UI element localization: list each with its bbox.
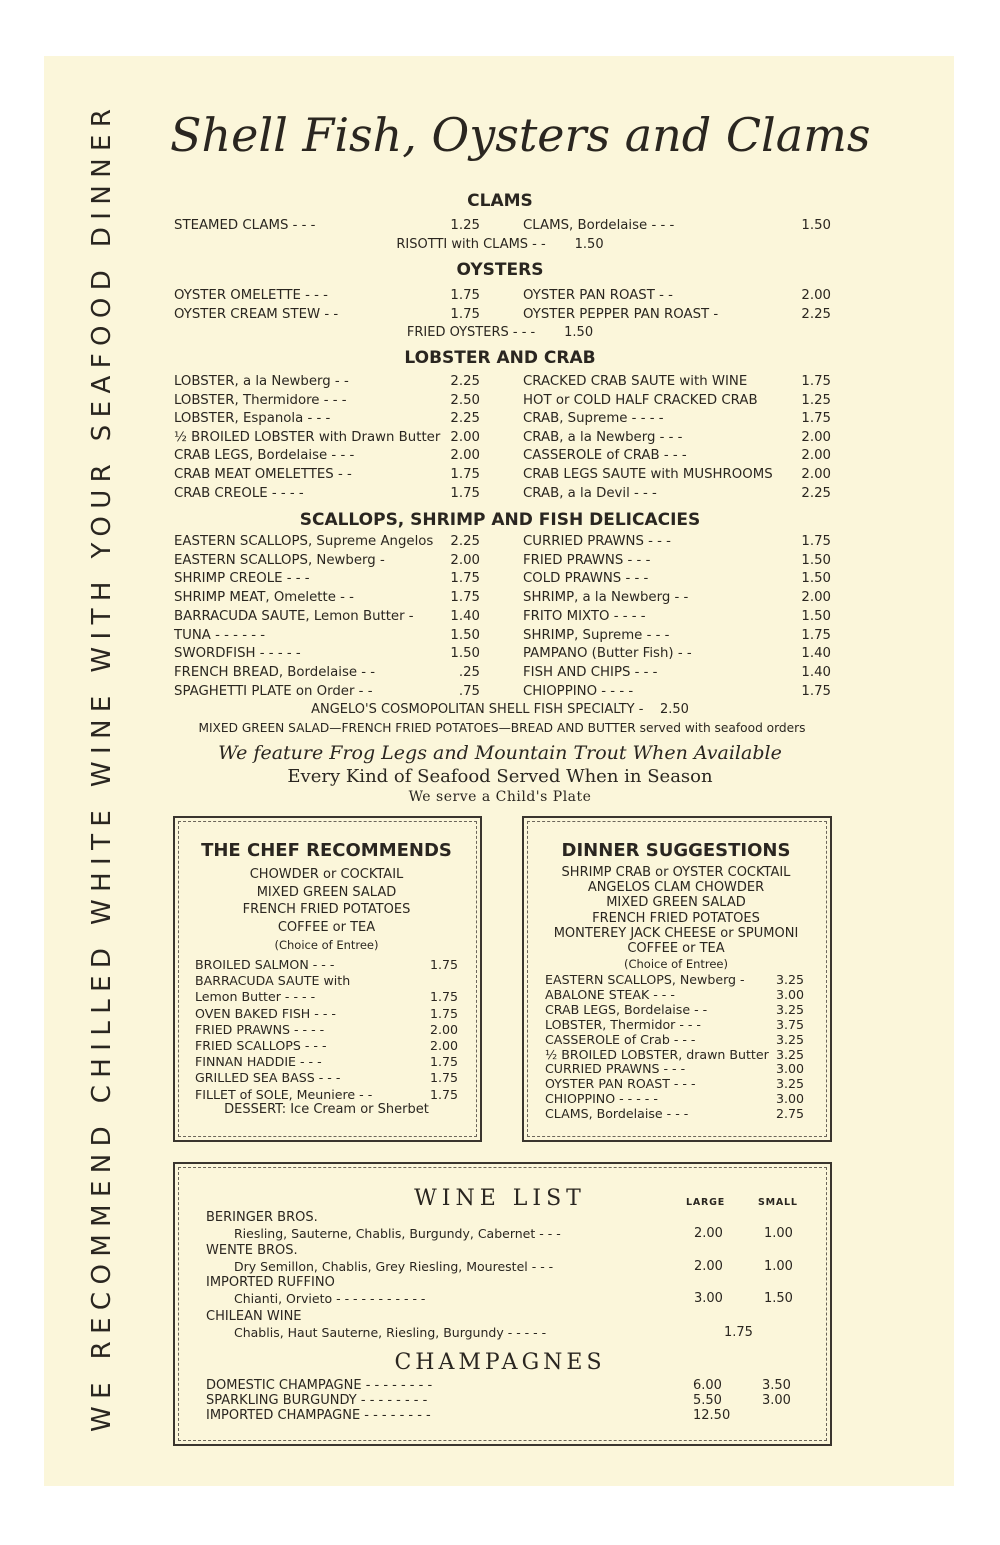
item-price: 1.75 (450, 485, 480, 501)
item-name: CRAB, a la Devil - - - (523, 485, 657, 501)
item-price: 3.25 (775, 1076, 804, 1092)
item-price: 2.50 (659, 702, 689, 717)
menu-row-right (523, 216, 833, 235)
item-name: FINNAN HADDIE - - - (195, 1054, 322, 1070)
item-price: 2.25 (801, 307, 831, 322)
menu-row-left (174, 644, 484, 663)
menu-row-right (523, 644, 833, 663)
menu-row-left (174, 532, 484, 551)
item-price: 3.00 (775, 1091, 804, 1107)
menu-row-right (523, 484, 833, 503)
dinner-heading: DINNER SUGGESTIONS (561, 840, 791, 861)
item-price: 2.50 (450, 392, 480, 408)
item-name: CRAB LEGS, Bordelaise - - - (174, 448, 355, 464)
menu-row-right (523, 391, 833, 410)
menu-row-left (174, 286, 484, 305)
item-name: FISH AND CHIPS - - - (523, 664, 658, 680)
box-intro-line: ANGELOS CLAM CHOWDER (587, 880, 765, 896)
item-price: 1.25 (450, 218, 480, 233)
item-price: 2.75 (775, 1106, 804, 1122)
item-name: GRILLED SEA BASS - - - (195, 1070, 341, 1086)
specialty-line (220, 700, 780, 719)
wine-price-small: 1.00 (764, 1226, 793, 1241)
menu-row-left (174, 428, 484, 447)
item-name: OYSTER PAN ROAST - - (523, 288, 673, 303)
item-name: CHIOPPINO - - - - (523, 683, 634, 699)
wine-list-heading: WINE LIST (414, 1186, 586, 1211)
item-name: CURRIED PRAWNS - - - (523, 534, 671, 549)
box-intro-line: CHOWDER or COCKTAIL (249, 867, 404, 882)
item-price: 3.00 (775, 986, 804, 1002)
champagne-name: IMPORTED CHAMPAGNE - - - - - - - - (206, 1408, 431, 1423)
menu-row-right (523, 551, 833, 570)
item-price: 3.00 (775, 1061, 804, 1077)
menu-row-right (523, 532, 833, 551)
item-price: 1.40 (801, 646, 831, 662)
item-name: PAMPANO (Butter Fish) - - (523, 646, 692, 662)
item-price: 1.75 (801, 411, 831, 427)
feature-line: We feature Frog Legs and Mountain Trout When Available (218, 742, 782, 764)
champagnes-heading: CHAMPAGNES (394, 1350, 606, 1375)
item-name: CRAB MEAT OMELETTES - - (174, 467, 352, 482)
item-price: 1.75 (450, 590, 480, 606)
section-heading-scallops: SCALLOPS, SHRIMP AND FISH DELICACIES (299, 510, 701, 530)
item-name: CRAB, Supreme - - - - (523, 411, 664, 427)
menu-row-right (523, 428, 833, 447)
box-intro-line: SHRIMP CRAB or OYSTER COCKTAIL (561, 865, 791, 880)
wine-brand: CHILEAN WINE (206, 1309, 302, 1324)
item-name: OYSTER PAN ROAST - - - (545, 1076, 696, 1092)
item-price: 2.00 (429, 1038, 458, 1053)
champagne-price-large: 5.50 (693, 1393, 722, 1408)
item-name: FILLET of SOLE, Meuniere - - (195, 1086, 373, 1102)
box-intro-line: FRENCH FRIED POTATOES (592, 910, 760, 926)
item-name: CRAB LEGS SAUTE with MUSHROOMS (523, 467, 773, 482)
champagne-price-large: 6.00 (693, 1378, 722, 1393)
item-name: Lemon Butter - - - - (195, 989, 316, 1005)
wine-price-small: 1.00 (764, 1259, 793, 1274)
item-price: 1.75 (801, 683, 831, 699)
item-name: FRENCH BREAD, Bordelaise - - (174, 664, 376, 680)
item-name: CURRIED PRAWNS - - - (545, 1061, 686, 1077)
item-price: 3.75 (775, 1016, 804, 1032)
box-intro-line: COFFEE or TEA (627, 941, 725, 956)
menu-row-right (523, 607, 833, 626)
wine-description: Chablis, Haut Sauterne, Riesling, Burgundy - - - - - (234, 1325, 547, 1340)
item-name: BARRACUDA SAUTE with (195, 973, 351, 989)
item-price: 1.75 (801, 374, 831, 389)
col-large-label: LARGE (686, 1197, 726, 1208)
item-name: FRIED PRAWNS - - - - (195, 1021, 325, 1037)
menu-row-right (523, 409, 833, 428)
item-price: 1.75 (429, 1086, 458, 1102)
item-name: CRAB LEGS, Bordelaise - - (545, 1001, 708, 1017)
item-name: CHIOPPINO - - - - - (545, 1091, 658, 1107)
item-name: ABALONE STEAK - - - (545, 986, 675, 1002)
item-price: 1.75 (450, 307, 480, 322)
item-price: 3.25 (775, 972, 804, 987)
item-price: 2.25 (450, 534, 480, 549)
wine-description: Dry Semillon, Chablis, Grey Riesling, Mourestel - - - (234, 1259, 554, 1274)
item-name: SWORDFISH - - - - - (174, 646, 301, 662)
feature-line: Every Kind of Seafood Served When in Season (287, 766, 713, 787)
wine-price-large: 3.00 (694, 1291, 723, 1306)
menu-row-right (523, 446, 833, 465)
wine-brand: IMPORTED RUFFINO (206, 1275, 335, 1290)
item-price: .25 (458, 664, 480, 680)
item-price: 1.75 (429, 1070, 458, 1086)
menu-row-left (174, 305, 484, 324)
item-name: HOT or COLD HALF CRACKED CRAB (523, 392, 758, 408)
item-name: SPAGHETTI PLATE on Order - - (174, 683, 373, 699)
item-price: 2.00 (801, 467, 831, 482)
item-price: 1.50 (801, 218, 831, 233)
item-name: CRACKED CRAB SAUTE with WINE (523, 374, 748, 389)
wine-price-small: 1.50 (764, 1291, 793, 1306)
wine-brand: BERINGER BROS. (206, 1210, 318, 1225)
menu-row-right (523, 626, 833, 645)
item-price: 2.00 (801, 448, 831, 464)
menu-row-right (523, 663, 833, 682)
item-name: RISOTTI with CLAMS - - (396, 237, 546, 252)
item-price: 2.00 (429, 1021, 458, 1037)
item-name: OYSTER PEPPER PAN ROAST - (523, 307, 719, 322)
item-name: LOBSTER, Espanola - - - (174, 411, 331, 427)
wine-price: 1.75 (724, 1325, 753, 1340)
menu-row-right (523, 372, 833, 391)
item-price: 2.00 (450, 448, 480, 464)
item-name: LOBSTER, a la Newberg - - (174, 374, 349, 389)
champagne-price-small: 3.00 (762, 1393, 791, 1408)
section-heading-oysters: OYSTERS (456, 260, 544, 280)
menu-row-left (174, 446, 484, 465)
box-intro-line: FRENCH FRIED POTATOES (242, 902, 411, 917)
item-price: 1.75 (801, 534, 831, 549)
item-price: 1.50 (801, 571, 831, 587)
menu-row-left (174, 626, 484, 645)
box-intro-line: MONTEREY JACK CHEESE or SPUMONI (553, 925, 799, 941)
item-name: FRIED PRAWNS - - - (523, 552, 651, 568)
item-name: BARRACUDA SAUTE, Lemon Butter - (174, 608, 414, 624)
item-price: 2.00 (450, 552, 480, 568)
item-price: 2.25 (450, 411, 480, 427)
center-item-fried-oysters (330, 323, 670, 342)
box-intro-line: (Choice of Entree) (623, 957, 728, 972)
menu-row-left (174, 391, 484, 410)
champagne-price-large: 12.50 (693, 1408, 731, 1423)
menu-row-right (523, 569, 833, 588)
item-price: 1.40 (450, 608, 480, 624)
item-name: CLAMS, Bordelaise - - - (545, 1106, 689, 1122)
menu-row-left (174, 663, 484, 682)
item-price: 1.50 (450, 627, 480, 643)
menu-row-left (174, 682, 484, 701)
item-name: EASTERN SCALLOPS, Newberg - (174, 552, 385, 568)
champagne-name: SPARKLING BURGUNDY - - - - - - - - (206, 1393, 428, 1408)
center-item-risotti (330, 235, 670, 254)
item-price: 1.75 (429, 1054, 458, 1070)
menu-row-left (174, 216, 484, 235)
box-intro-line: MIXED GREEN SALAD (606, 895, 746, 911)
item-price: 3.25 (775, 1001, 804, 1017)
item-price: 1.75 (450, 571, 480, 587)
item-name: TUNA - - - - - - (174, 627, 266, 643)
item-price: 1.50 (574, 237, 604, 252)
item-name: CRAB CREOLE - - - - (174, 485, 304, 501)
champagne-name: DOMESTIC CHAMPAGNE - - - - - - - - (206, 1378, 433, 1393)
item-price: 1.75 (429, 1005, 458, 1021)
item-name: CRAB, a la Newberg - - - (523, 429, 683, 445)
item-name: LOBSTER, Thermidore - - - (174, 392, 347, 408)
item-name: EASTERN SCALLOPS, Supreme Angelos (174, 534, 434, 549)
menu-row-left (174, 372, 484, 391)
item-name: SHRIMP, Supreme - - - (523, 627, 670, 643)
wine-price-large: 2.00 (694, 1259, 723, 1274)
item-price: 1.75 (429, 957, 458, 972)
menu-row-right (523, 305, 833, 324)
chef-dessert: DESSERT: Ice Cream or Sherbet (224, 1102, 429, 1117)
menu-row-left (174, 465, 484, 484)
item-name: BROILED SALMON - - - (195, 957, 335, 972)
item-name: STEAMED CLAMS - - - (174, 218, 316, 233)
item-name: FRIED SCALLOPS - - - (195, 1038, 327, 1053)
item-name: ANGELO'S COSMOPOLITAN SHELL FISH SPECIALTY - (311, 702, 644, 717)
item-price: 1.50 (801, 552, 831, 568)
item-name: SHRIMP MEAT, Omelette - - (174, 590, 354, 606)
wine-price-large: 2.00 (694, 1226, 723, 1241)
section-heading-clams: CLAMS (467, 191, 533, 211)
page-title: Shell Fish, Oysters and Clams (170, 108, 871, 162)
menu-row-left (174, 569, 484, 588)
item-name: CASSEROLE of CRAB - - - (523, 448, 687, 464)
item-price: 2.25 (801, 485, 831, 501)
item-price: 1.50 (564, 325, 594, 340)
item-name: FRITO MIXTO - - - - (523, 608, 646, 624)
item-name: FRIED OYSTERS - - - (406, 325, 536, 340)
wine-description: Chianti, Orvieto - - - - - - - - - - - (234, 1291, 426, 1306)
menu-row-left (174, 484, 484, 503)
item-price: 3.25 (775, 1046, 804, 1062)
item-name: CLAMS, Bordelaise - - - (523, 218, 675, 233)
item-name: SHRIMP, a la Newberg - - (523, 590, 689, 606)
item-price: 1.50 (450, 646, 480, 662)
item-name: COLD PRAWNS - - - (523, 571, 649, 587)
item-name: OYSTER OMELETTE - - - (174, 288, 328, 303)
item-name: ½ BROILED LOBSTER, drawn Butter (545, 1046, 769, 1062)
item-price: 2.00 (801, 429, 831, 445)
item-price: 1.75 (801, 627, 831, 643)
item-price: 1.75 (450, 467, 480, 482)
wine-description: Riesling, Sauterne, Chablis, Burgundy, Cabernet - - - (234, 1226, 561, 1241)
item-name: EASTERN SCALLOPS, Newberg - (545, 972, 745, 987)
menu-row-left (174, 409, 484, 428)
box-intro-line: COFFEE or TEA (277, 919, 376, 935)
wine-brand: WENTE BROS. (206, 1243, 298, 1258)
menu-row-left (174, 551, 484, 570)
served-with-note: MIXED GREEN SALAD—FRENCH FRIED POTATOES—BREAD AND BUTTER served with seafood orders (198, 721, 806, 735)
item-name: CASSEROLE of Crab - - - (545, 1031, 696, 1047)
item-name: OYSTER CREAM STEW - - (174, 307, 339, 322)
item-price: 1.75 (429, 989, 458, 1005)
menu-row-right (523, 682, 833, 701)
item-name: ½ BROILED LOBSTER with Drawn Butter (174, 429, 441, 445)
sidebar-slogan: WE RECOMMEND CHILLED WHITE WINE WITH YOUR SEAFOOD DINNER (87, 101, 117, 1432)
champagne-price-small: 3.50 (762, 1378, 791, 1393)
section-heading-lobster: LOBSTER AND CRAB (404, 348, 596, 368)
item-price: .75 (458, 683, 480, 699)
menu-row-right (523, 286, 833, 305)
menu-row-right (523, 588, 833, 607)
menu-row-left (174, 607, 484, 626)
item-price: 2.25 (450, 374, 480, 389)
item-name: LOBSTER, Thermidor - - - (545, 1016, 701, 1032)
item-name: SHRIMP CREOLE - - - (174, 571, 310, 587)
item-name: OVEN BAKED FISH - - - (195, 1005, 336, 1021)
item-price: 2.00 (450, 429, 480, 445)
item-price: 1.25 (801, 392, 831, 408)
col-small-label: SMALL (758, 1197, 798, 1208)
chef-heading: THE CHEF RECOMMENDS (201, 840, 452, 861)
item-price: 2.00 (801, 288, 831, 303)
menu-row-left (174, 588, 484, 607)
item-price: 3.25 (775, 1031, 804, 1047)
item-price: 1.75 (450, 288, 480, 303)
item-price: 1.50 (801, 608, 831, 624)
feature-line: We serve a Child's Plate (408, 789, 592, 805)
box-intro-line: (Choice of Entree) (274, 938, 379, 952)
item-price: 2.00 (801, 590, 831, 606)
menu-row-right (523, 465, 833, 484)
box-intro-line: MIXED GREEN SALAD (256, 884, 397, 900)
item-price: 1.40 (801, 664, 831, 680)
